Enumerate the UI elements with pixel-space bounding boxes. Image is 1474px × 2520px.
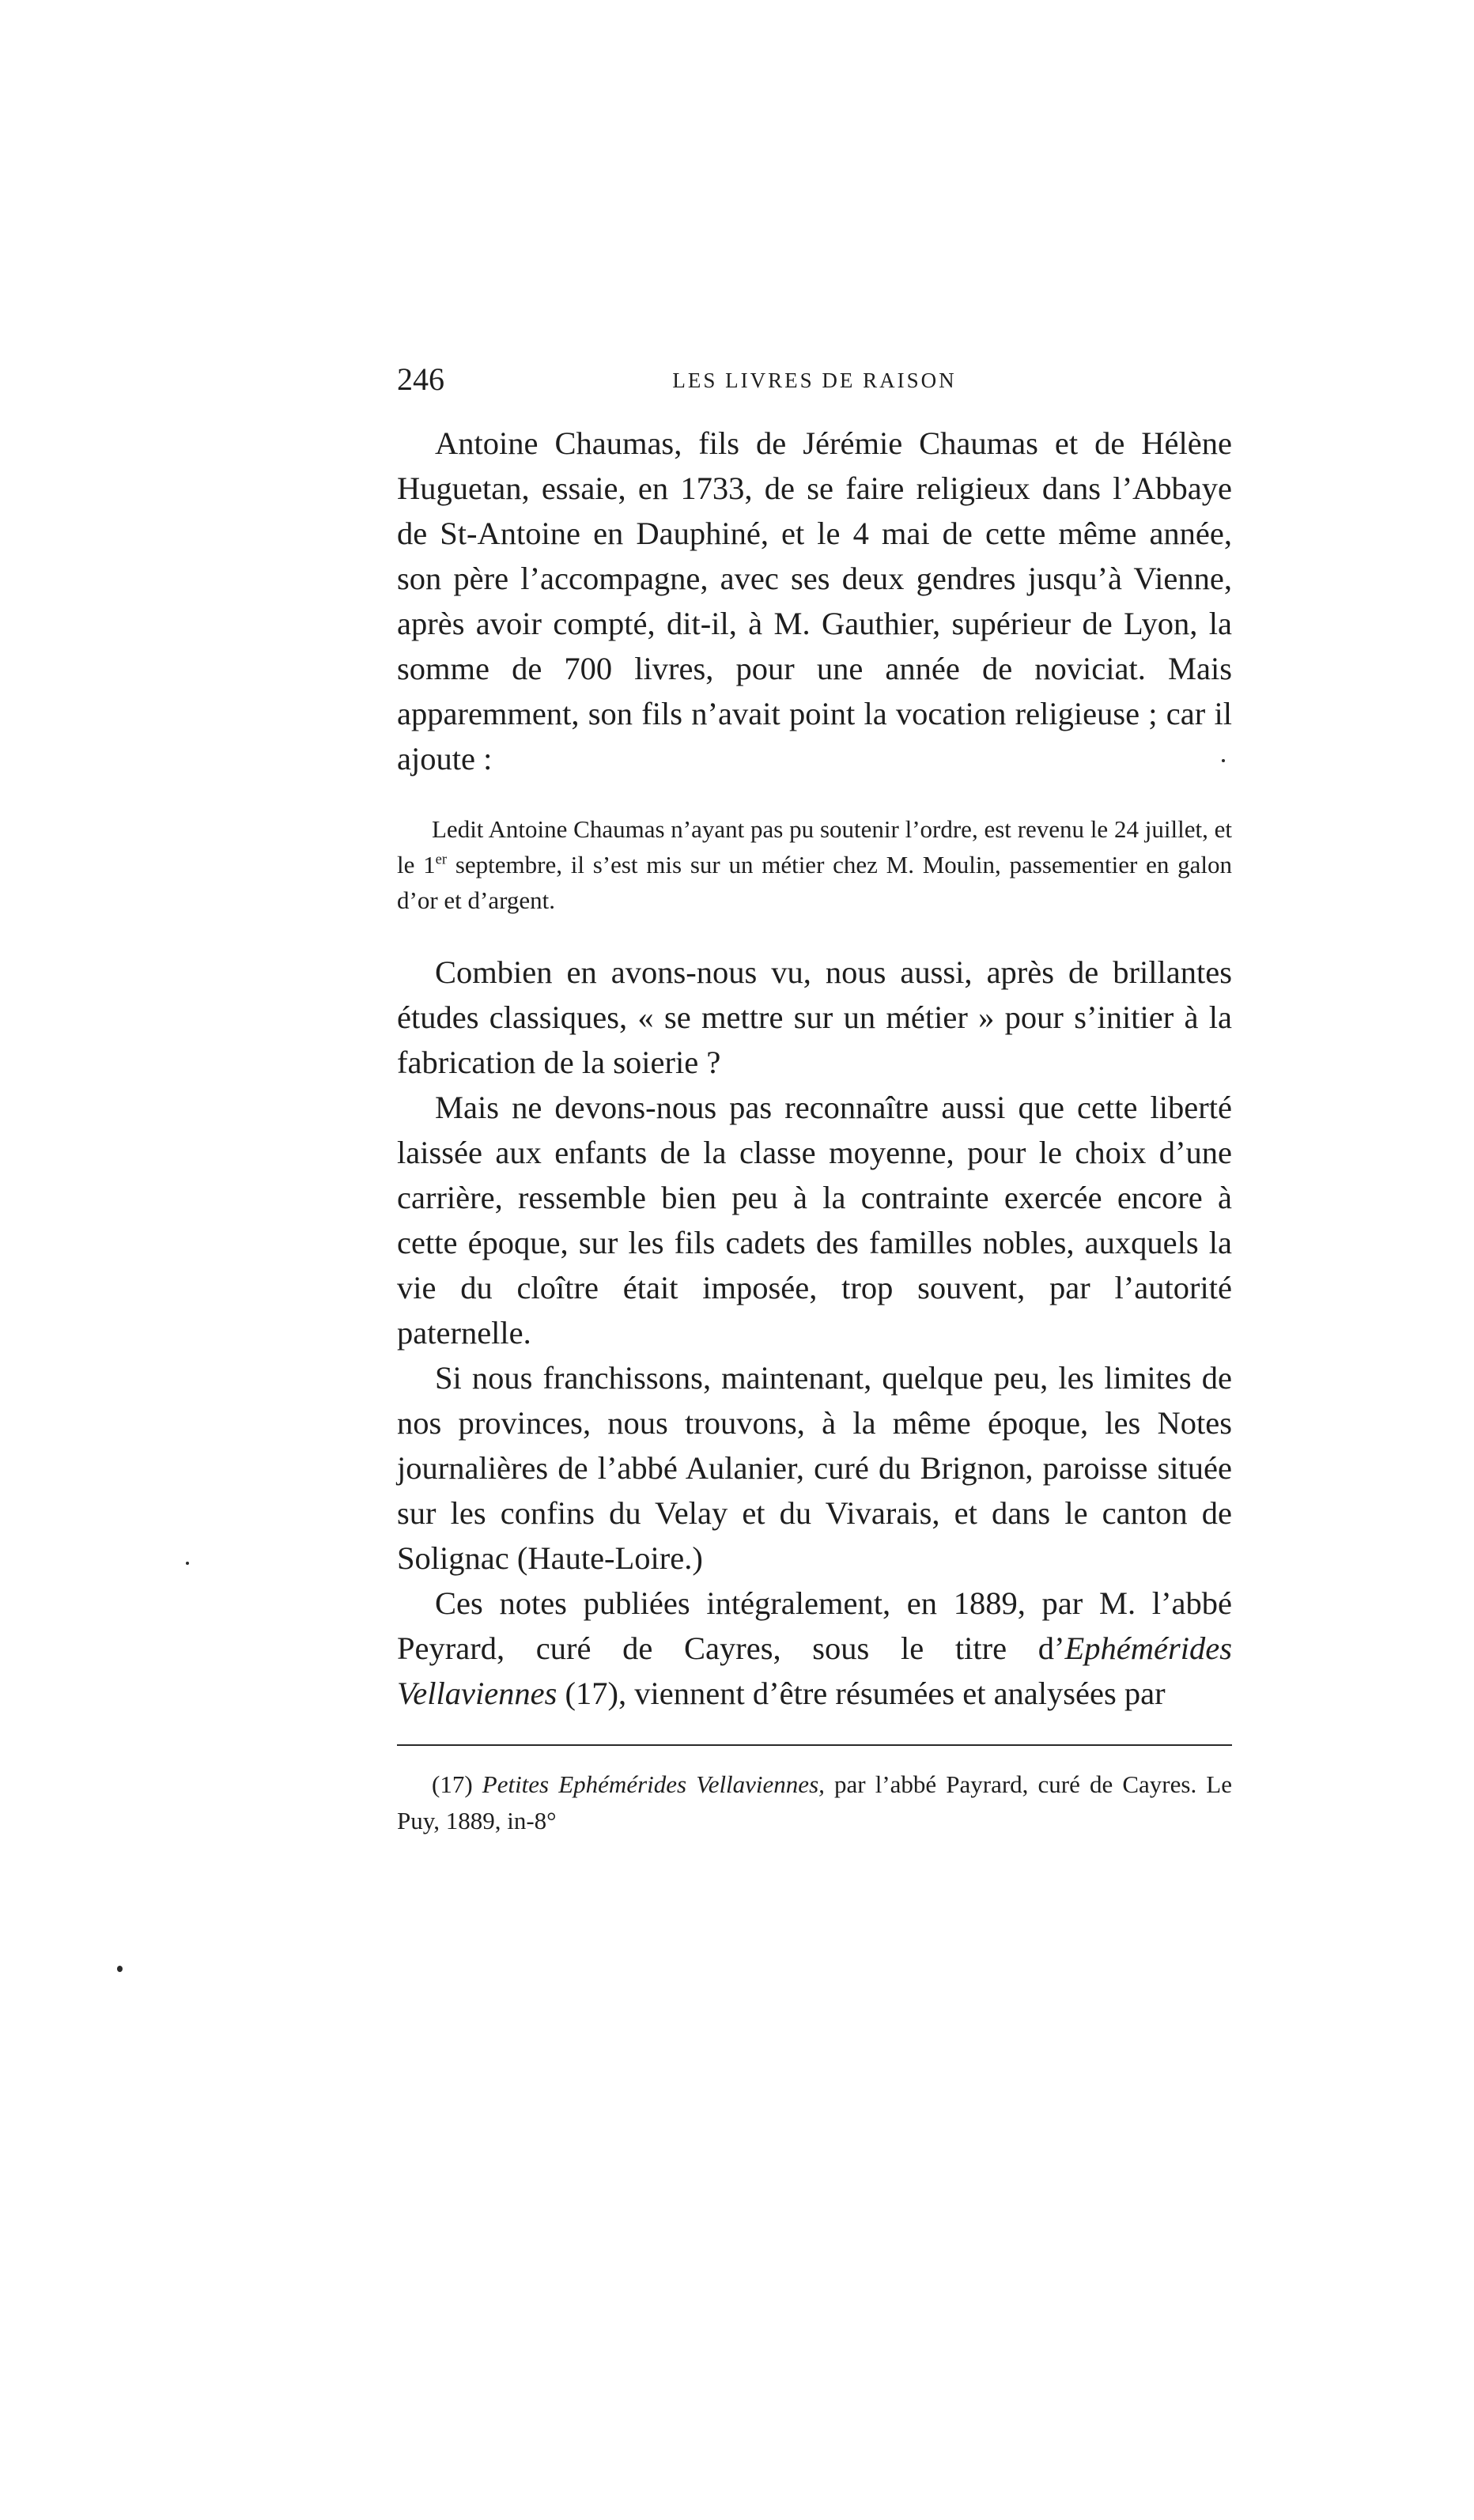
paragraph-4: Si nous franchissons, maintenant, quelque peu, les limites de nos provinces, nous trouvons, à la même époque, les Notes journalières de l’abbé Aulanier, curé du Brignon, paroisse située sur les confins du Velay et du Vivarais, et dans le canton de Solignac (Haute-Loire.) bbox=[397, 1360, 1232, 1576]
block-quote bbox=[397, 811, 1232, 918]
quote-text-end: septembre, il s’est mis sur un métier chez M. Moulin, passementier en galon d’or et d’argent. bbox=[397, 851, 1232, 914]
paragraph-5-text-end: (17), viennent d’être résumées et analysées par bbox=[557, 1676, 1166, 1711]
footnote-italic-title: Petites Ephémérides Vellaviennes, bbox=[482, 1770, 825, 1798]
footnote-17 bbox=[397, 1766, 1232, 1839]
footnote-marker: (17) bbox=[432, 1770, 482, 1798]
paragraph-5 bbox=[397, 1581, 1232, 1716]
ink-speck bbox=[1222, 759, 1225, 762]
main-text bbox=[397, 421, 1232, 1716]
footnote-text: par l’abbé Payrard, curé de Cayres. Le Puy, 1889, in-8° bbox=[397, 1770, 1232, 1834]
paragraph-3: Mais ne devons-nous pas reconnaître aussi que cette liberté laissée aux enfants de la classe moyenne, pour le choix d’une carrière, ressemble bien peu à la contrainte exercée encore à cette époque, sur les fils cadets des familles nobles, auxquels la vie du cloître était imposée, trop souvent, par l’autorité paternelle. bbox=[397, 1090, 1232, 1351]
ink-speck bbox=[117, 1966, 123, 1972]
running-header bbox=[397, 356, 1232, 403]
paragraph-2: Combien en avons-nous vu, nous aussi, après de brillantes études classiques, « se mettre sur un métier » pour s’initier à la fabrication de la soierie ? bbox=[397, 954, 1232, 1080]
ink-speck bbox=[186, 1562, 189, 1565]
running-title: LES LIVRES DE RAISON bbox=[672, 368, 957, 392]
paragraph-5-italic-title: Ephémérides Vellaviennes bbox=[397, 1630, 1232, 1711]
footnote-divider bbox=[397, 1744, 1232, 1746]
quote-superscript: er bbox=[435, 851, 448, 868]
page-number: 246 bbox=[397, 361, 444, 397]
paragraph-1: Antoine Chaumas, fils de Jérémie Chaumas et de Hélène Huguetan, essaie, en 1733, de se faire religieux dans l’Abbaye de St-Antoine en Dauphiné, et le 4 mai de cette même année, son père l’accompagne, avec ses deux gendres jusqu’à Vienne, après avoir compté, dit-il, à M. Gauthier, supérieur de Lyon, la somme de 700 livres, pour une année de noviciat. Mais apparemment, son fils n’avait point la vocation religieuse ; car il ajoute : bbox=[397, 425, 1232, 776]
quote-text-start: Ledit Antoine Chaumas n’ayant pas pu soutenir l’ordre, est revenu le 24 juillet, et le 1 bbox=[397, 815, 1232, 878]
book-page bbox=[397, 356, 1232, 1839]
paragraph-5-text-start: Ces notes publiées intégralement, en 1889, par M. l’abbé Peyrard, curé de Cayres, sous le titre d’ bbox=[397, 1585, 1232, 1666]
